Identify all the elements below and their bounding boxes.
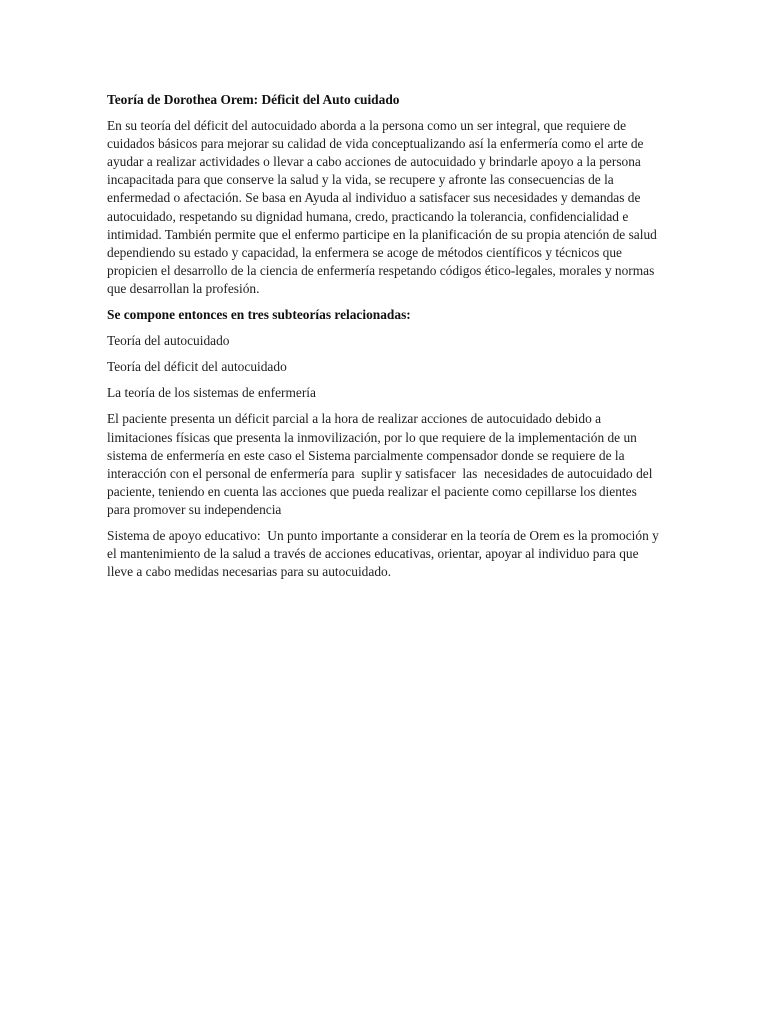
subtheory-item: Teoría del autocuidado [107, 333, 230, 349]
patient-paragraph: El paciente presenta un déficit parcial a la hora de realizar acciones de autocuidado debido a limitaciones físicas que presenta la inmovilización, por lo que requiere de la implementación de un sistema de enfermería en este caso el Sistema parcialmente compensador donde se requiere de la interacción con el personal de enfermería para suplir y satisfacer las necesidades de autocuidado del paciente, teniendo en cuenta las acciones que pueda realizar el paciente como cepillarse los dientes para promover su independencia [107, 411, 656, 517]
subtheory-item: Teoría del déficit del autocuidado [107, 359, 287, 375]
document-title: Teoría de Dorothea Orem: Déficit del Auto cuidado [107, 92, 400, 107]
subtheories-heading: Se compone entonces en tres subteorías relacionadas: [107, 307, 411, 323]
subtheory-item: La teoría de los sistemas de enfermería [107, 385, 316, 401]
document-body [107, 91, 662, 589]
intro-paragraph: En su teoría del déficit del autocuidado aborda a la persona como un ser integral, que requiere de cuidados básicos para mejorar su calidad de vida conceptualizando así la enfermería como el arte de ayudar a realizar actividades o llevar a cabo acciones de autocuidado y brindarle apoyo a la persona incapacitada para que conserve la salud y la vida, se recupere y afronte las consecuencias de la enfermedad o afectación. Se basa en Ayuda al individuo a satisfacer sus necesidades y demandas de autocuidado, respetando su dignidad humana, credo, practicando la tolerancia, confidencialidad e intimidad. También permite que el enfermo participe en la planificación de su propia atención de salud dependiendo su estado y capacidad, la enfermera se acoge de métodos científicos y técnicos que propicien el desarrollo de la ciencia de enfermería respetando códigos ético-legales, morales y normas que desarrollan la profesión. [107, 118, 661, 296]
education-paragraph: Sistema de apoyo educativo: Un punto importante a considerar en la teoría de Orem es la promoción y el mantenimiento de la salud a través de acciones educativas, orientar, apoyar al individuo para que lleve a cabo medidas necesarias para su autocuidado. [107, 527, 663, 580]
